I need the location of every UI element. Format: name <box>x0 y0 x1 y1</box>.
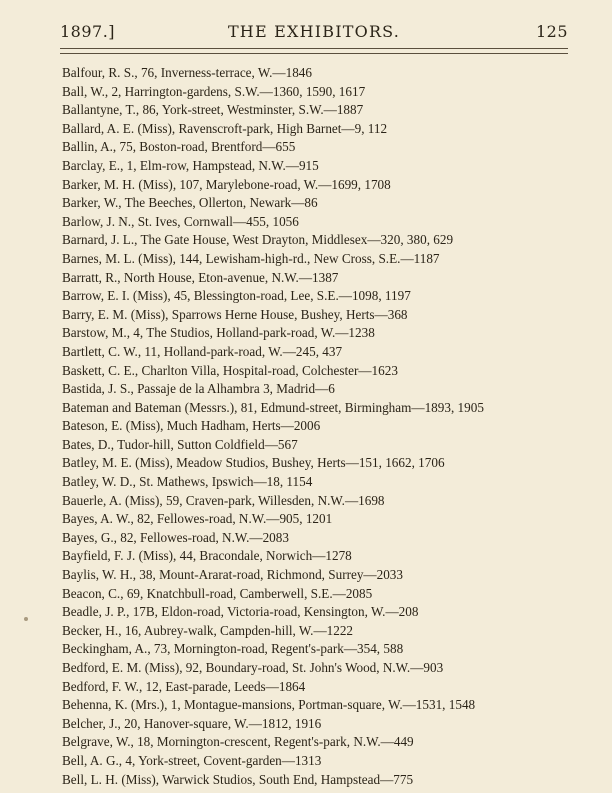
header-year: 1897.] <box>60 22 116 41</box>
exhibitor-entry: Ballantyne, T., 86, York-street, Westminster, S.W.—1887 <box>62 102 364 118</box>
page-title: THE EXHIBITORS. <box>227 22 401 41</box>
exhibitor-entry: Bates, D., Tudor-hill, Sutton Coldfield—567 <box>62 436 298 452</box>
running-header <box>60 22 568 44</box>
exhibitor-entry: Bartlett, C. W., 11, Holland-park-road, W.—245, 437 <box>62 343 343 359</box>
exhibitor-entry: Bateman and Bateman (Messrs.), 81, Edmund-street, Birmingham—1893, 1905 <box>62 399 484 415</box>
exhibitor-entry: Ballard, A. E. (Miss), Ravenscroft-park, High Barnet—9, 112 <box>62 120 388 136</box>
exhibitor-entry: Belgrave, W., 18, Mornington-crescent, Regent's-park, N.W.—449 <box>62 734 414 750</box>
exhibitor-entry: Bedford, F. W., 12, East-parade, Leeds—1864 <box>62 678 306 694</box>
exhibitor-entry: Bell, A. G., 4, York-street, Covent-garden—1313 <box>62 752 322 768</box>
exhibitor-entry: Baskett, C. E., Charlton Villa, Hospital-road, Colchester—1623 <box>62 362 398 378</box>
exhibitor-entry: Barry, E. M. (Miss), Sparrows Herne House, Bushey, Herts—368 <box>62 306 408 322</box>
exhibitor-entry: Bayfield, F. J. (Miss), 44, Bracondale, Norwich—1278 <box>62 548 352 564</box>
page-number: 125 <box>535 22 568 41</box>
exhibitor-entry: Barrow, E. I. (Miss), 45, Blessington-road, Lee, S.E.—1098, 1197 <box>62 288 411 304</box>
exhibitor-entry: Barstow, M., 4, The Studios, Holland-park-road, W.—1238 <box>62 325 375 341</box>
exhibitor-entry: Bayes, A. W., 82, Fellowes-road, N.W.—905, 1201 <box>62 511 333 527</box>
exhibitor-entry: Balfour, R. S., 76, Inverness-terrace, W.—1846 <box>62 65 312 80</box>
exhibitor-entry: Beckingham, A., 73, Mornington-road, Regent's-park—354, 588 <box>62 641 404 657</box>
exhibitor-entry: Batley, M. E. (Miss), Meadow Studios, Bushey, Herts—151, 1662, 1706 <box>62 455 445 471</box>
exhibitor-entry: Batley, W. D., St. Mathews, Ipswich—18, 1154 <box>62 474 313 490</box>
exhibitor-entry: Ball, W., 2, Harrington-gardens, S.W.—1360, 1590, 1617 <box>62 83 366 99</box>
exhibitor-entry: Belcher, J., 20, Hanover-square, W.—1812, 1916 <box>62 715 322 731</box>
exhibitor-entry: Bell, L. H. (Miss), Warwick Studios, South End, Hampstead—775 <box>62 771 414 787</box>
exhibitor-entry: Ballin, A., 75, Boston-road, Brentford—655 <box>62 139 296 155</box>
exhibitor-entry: Beadle, J. P., 17B, Eldon-road, Victoria-road, Kensington, W.—208 <box>62 604 419 620</box>
exhibitor-entry: Baylis, W. H., 38, Mount-Ararat-road, Richmond, Surrey—2033 <box>62 567 403 583</box>
exhibitor-entry: Barker, W., The Beeches, Ollerton, Newark—86 <box>62 195 318 211</box>
exhibitor-entry: Barker, M. H. (Miss), 107, Marylebone-road, W.—1699, 1708 <box>62 176 391 192</box>
exhibitor-entry: Barclay, E., 1, Elm-row, Hampstead, N.W.—915 <box>62 157 319 173</box>
header-double-rule <box>60 48 568 54</box>
exhibitor-list <box>62 64 572 789</box>
exhibitor-entry: Behenna, K. (Mrs.), 1, Montague-mansions, Portman-square, W.—1531, 1548 <box>62 697 476 713</box>
exhibitor-entry: Bayes, G., 82, Fellowes-road, N.W.—2083 <box>62 529 289 545</box>
exhibitor-entry: Beacon, C., 69, Knatchbull-road, Camberwell, S.E.—2085 <box>62 585 373 601</box>
exhibitor-entry: Bateson, E. (Miss), Much Hadham, Herts—2006 <box>62 418 321 434</box>
exhibitor-entry: Bedford, E. M. (Miss), 92, Boundary-road, St. John's Wood, N.W.—903 <box>62 660 444 675</box>
exhibitor-entry: Becker, H., 16, Aubrey-walk, Campden-hill, W.—1222 <box>62 622 354 638</box>
exhibitor-entry: Barnard, J. L., The Gate House, West Drayton, Middlesex—320, 380, 629 <box>62 232 454 248</box>
paper-stain-mark <box>24 617 28 621</box>
exhibitor-entry: Barnes, M. L. (Miss), 144, Lewisham-high-rd., New Cross, S.E.—1187 <box>62 250 440 266</box>
exhibitor-entry: Barlow, J. N., St. Ives, Cornwall—455, 1056 <box>62 213 299 229</box>
exhibitor-entry: Barratt, R., North House, Eton-avenue, N.W.—1387 <box>62 269 339 285</box>
exhibitor-entry: Bauerle, A. (Miss), 59, Craven-park, Willesden, N.W.—1698 <box>62 492 385 508</box>
exhibitor-entry: Bastida, J. S., Passaje de la Alhambra 3, Madrid—6 <box>62 381 335 397</box>
